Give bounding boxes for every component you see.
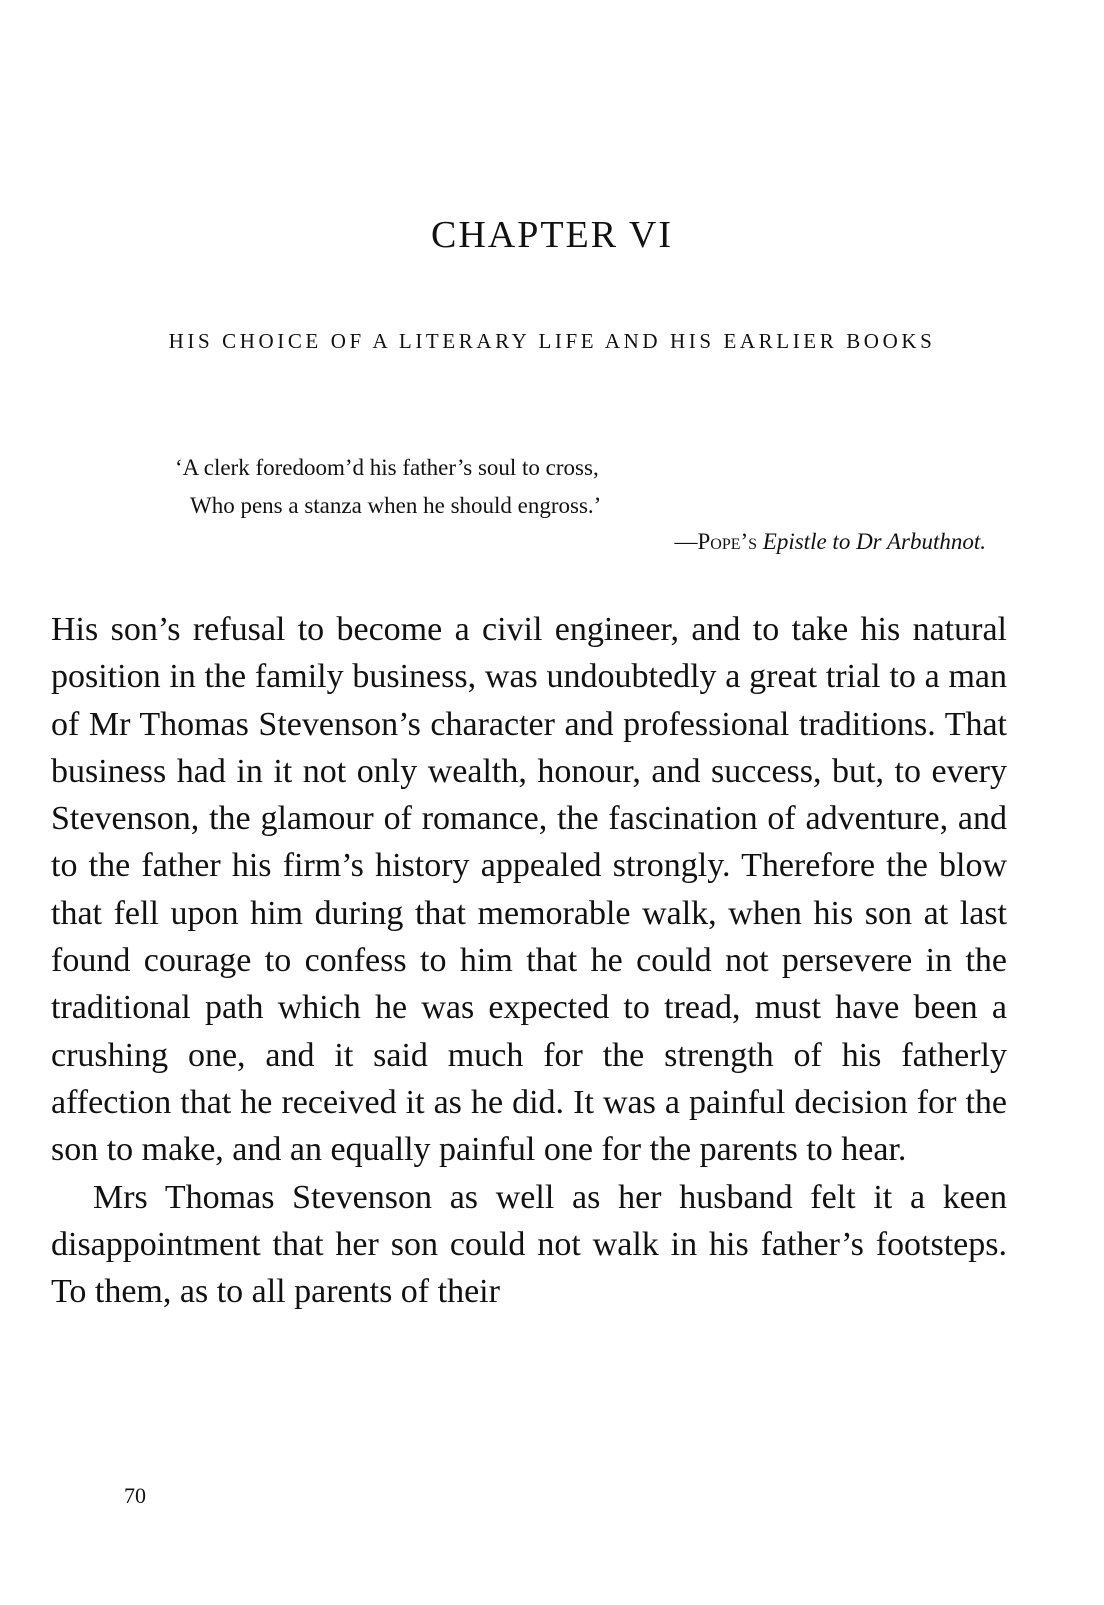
attribution-work: Epistle to Dr Arbuthnot. [762,529,986,554]
paragraph-2: Mrs Thomas Stevenson as well as her husband felt it a keen disappointment that her son could not walk in his father’s footsteps. To them, as to all parents of their [51,1178,1007,1311]
attribution-dash: — [674,529,698,554]
chapter-title: CHAPTER VI [430,214,674,256]
paragraph-1 [51,606,1007,1174]
attribution-author: Pope’s [697,529,758,554]
body-text [51,606,1007,1315]
epigraph-line-2: Who pens a stanza when he should engross.’ [190,493,602,518]
chapter-subtitle: HIS CHOICE OF A LITERARY LIFE AND HIS EARLIER BOOKS [168,329,936,353]
page-number: 70 [124,1483,146,1508]
paragraph-1-text: son’s refusal to become a civil engineer, and to take his natural position in the family business, was undoubtedly a great trial to a man of Mr Thomas Stevenson’s character and professional traditions. That business had in it not only wealth, honour, and success, but, to every Stevenson, the glamour of romance, the fascination of adventure, and to the father his firm’s history appealed strongly. Therefore the blow that fell upon him during that memorable walk, when his son at last found courage to confess to him that he could not persevere in the traditional path which he was expected to tread, must have been a crushing one, and it said much for the strength of his fatherly affection that he received it as he did. It was a painful decision for the son to make, and an equally painful one for the parents to hear. [51,611,1007,1169]
paragraph-1-lead: His [51,611,99,648]
epigraph-line-1: ‘A clerk foredoom’d his father’s soul to cross, [175,455,599,480]
epigraph-attribution [674,530,986,553]
